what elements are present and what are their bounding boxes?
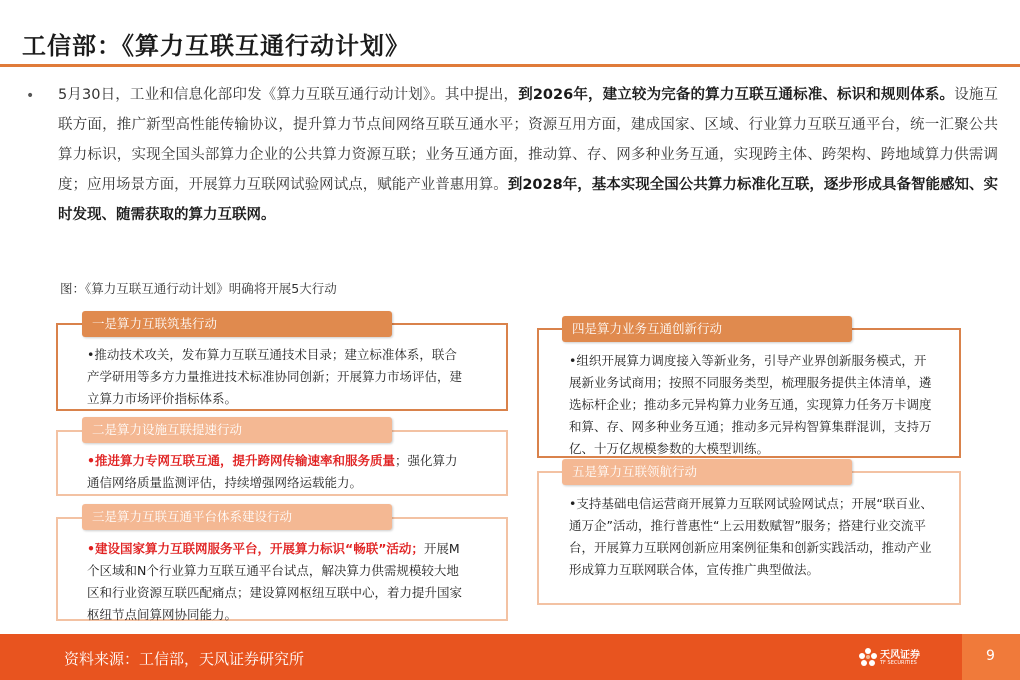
tf-securities-logo [858,644,938,672]
flower-logo-icon [858,645,878,671]
bullet-marker: • [26,88,35,104]
intro-text-2: 设施互联方面，推广新型高性能传输协议，提升算力节点间网络互联互通水平；资源互用方面，建成国家、区域、行业算力互联互通平台，统一汇聚公共算力标识，实现全国头部算力企业的公共算力资源互联；业务互通方面，推动算、存、网多种业务互通，实现跨主体、跨架构、跨地域算力供需调度；应用场景方面，开展算力互联网试验网试点，赋能产业普惠用算。 [58,87,998,193]
action-text-5: •支持基础电信运营商开展算力互联网试验网试点；开展“联百业、通万企”活动，推行普惠性“上云用数赋智”服务；搭建行业交流平台，开展算力互联网创新应用案例征集和创新实践活动，推动产业形成算力互联网联合体，宣传推广典型做法。 [569,496,933,577]
footer-bar [0,634,1020,680]
figure-caption: 图：《算力互联互通行动计划》明确将开展5大行动 [60,281,337,296]
intro-bold-1: 到2026年，建立较为完备的算力互联互通标准、标识和规则体系。 [518,87,955,103]
intro-bold-2: 到2028年，基本实现全国公共算力标准化互联，逐步形成具备智能感知、实时发现、随需获取的算力互联网。 [58,177,999,223]
action-title-5: 五是算力互联领航行动 [562,459,852,485]
action-title-3: 三是算力互联互通平台体系建设行动 [82,504,392,530]
intro-paragraph [58,80,998,230]
action-text-2-rest: ；强化算力通信网络质量监测评估，持续增强网络运载能力。 [87,453,458,490]
page-number: 9 [986,648,995,664]
page-title: 工信部：《算力互联互通行动计划》 [22,32,410,60]
action-text-2-highlight: •推进算力专网互联互通，提升跨网传输速率和服务质量 [87,453,395,468]
action-text-3-rest: 开展M个区域和N个行业算力互联互通平台试点，解决算力供需规模较大地区和行业资源互联匹配痛点；建设算网枢纽互联中心，着力提升国家枢纽节点间算网协同能力。 [87,541,463,622]
logo-name: 天风证券 [880,650,920,661]
logo-subtitle: TF SECURITIES [880,660,917,666]
intro-text-1: 5月30日，工业和信息化部印发《算力互联互通行动计划》。其中提出， [58,87,519,103]
action-title-4: 四是算力业务互通创新行动 [562,316,852,342]
title-divider [0,64,1020,67]
action-text-1: •推动技术攻关，发布算力互联互通技术目录；建立标准体系，联合产学研用等多方力量推进技术标准协同创新；开展算力市场评估，建立算力市场评价指标体系。 [87,347,463,406]
source-note: 资料来源：工信部，天风证券研究所 [64,650,305,668]
action-text-3-highlight: •建设国家算力互联网服务平台，开展算力标识“畅联”活动； [87,541,424,556]
action-text-4: •组织开展算力调度接入等新业务，引导产业界创新服务模式，开展新业务试商用；按照不同服务类型，梳理服务提供主体清单，遴选标杆企业；推动多元异构算力业务互通，实现算力任务万卡调度和算、存、网多种业务互通；推动多元异构智算集群混训，支持万亿、十万亿规模参数的大模型训练。 [569,353,932,456]
action-text-2 [87,450,465,494]
action-title-2: 二是算力设施互联提速行动 [82,417,392,443]
action-title-1: 一是算力互联筑基行动 [82,311,392,337]
action-text-3 [87,538,465,626]
